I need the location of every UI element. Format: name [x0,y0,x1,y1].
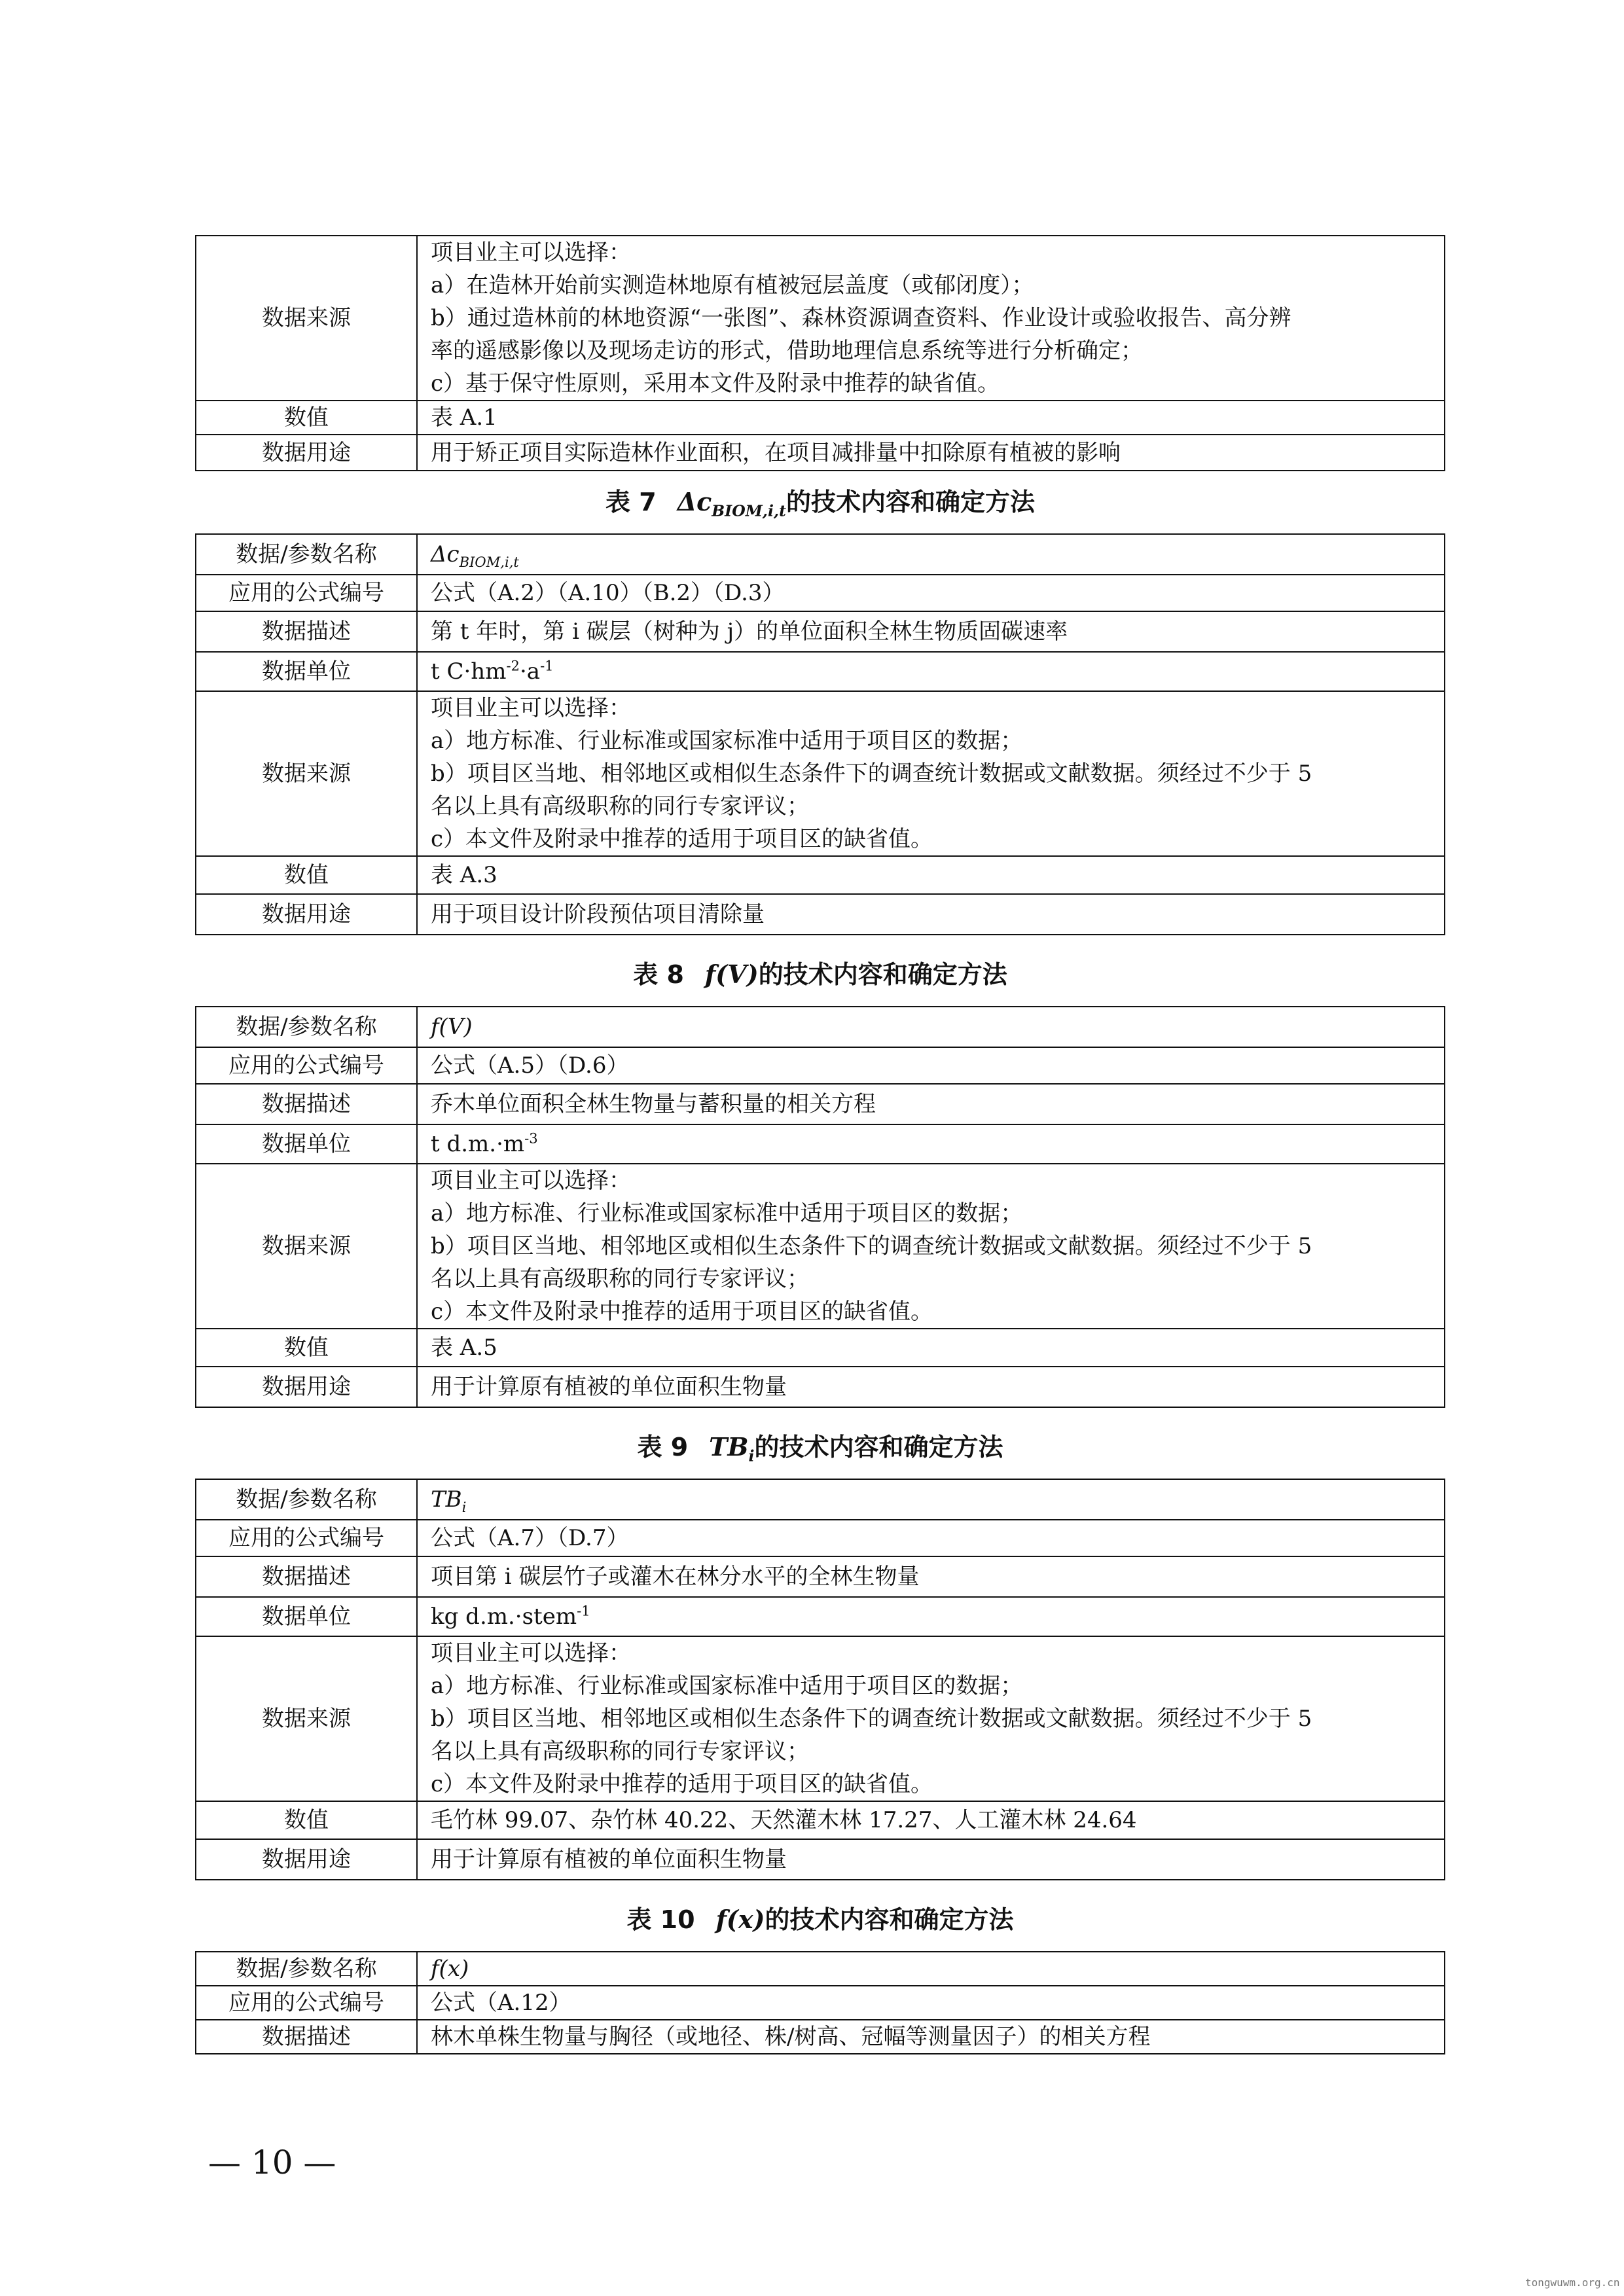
table-row [196,1084,1445,1124]
table-row [196,1597,1445,1636]
table-9-caption [195,1427,1445,1463]
row-label: 数据描述 [196,2020,417,2054]
row-value: 表 A.5 [417,1329,1445,1367]
row-value: $\Delta c_{BIOM,i,t}$ [417,534,1445,575]
row-label: 数据来源 [196,691,417,856]
row-value: $TB_i$ [417,1479,1445,1520]
table-row [196,1636,1445,1801]
table-row [196,652,1445,691]
table-7 [195,533,1445,935]
table-10-caption [195,1899,1445,1935]
row-label: 数值 [196,1329,417,1367]
table-row [196,1986,1445,2020]
table-10 [195,1951,1445,2054]
row-label: 数据单位 [196,652,417,691]
table-row [196,1367,1445,1407]
caption-text: 的技术内容和确定方法 [786,488,1036,516]
row-value: 项目业主可以选择： a）在造林开始前实测造林地原有植被冠层盖度（或郁闭度）； b）通过造林前的林地资源“一张图”、森林资源调查资料、作业设计或验收报告、高分辨 率的遥感影像以及现场走访的形式，借助地理信息系统等进行分析确定； c）基于保守性原则，采用本文件及附录中推荐的缺省值。 [417,236,1445,401]
caption-number: 表 10 [626,1905,695,1934]
caption-number: 表 8 [633,960,684,989]
caption-symbol: $TB_i$ [709,1432,755,1465]
table-row [196,1164,1445,1329]
table-row [196,1556,1445,1597]
table-row [196,575,1445,611]
row-label: 数据/参数名称 [196,1479,417,1520]
table-row [196,1839,1445,1880]
caption-text: 的技术内容和确定方法 [758,960,1007,989]
table-row [196,1801,1445,1839]
table-row [196,1479,1445,1520]
row-value: 表 A.1 [417,401,1445,435]
row-value: t $C\cdot hm^{-2}\cdot a^{-1}$ [417,652,1445,691]
row-value: 公式（A.7）（D.7） [417,1520,1445,1556]
row-label: 数据/参数名称 [196,1007,417,1047]
row-label: 数值 [196,856,417,894]
row-label: 数据单位 [196,1597,417,1636]
table-row [196,894,1445,935]
row-value: 乔木单位面积全林生物量与蓄积量的相关方程 [417,1084,1445,1124]
row-value: 用于矫正项目实际造林作业面积，在项目减排量中扣除原有植被的影响 [417,435,1445,471]
row-value: f(x) [417,1952,1445,1986]
table-6-continued [195,235,1445,471]
row-label: 数据用途 [196,1367,417,1407]
table-9 [195,1479,1445,1880]
row-label: 应用的公式编号 [196,1520,417,1556]
row-value: 项目业主可以选择： a）地方标准、行业标准或国家标准中适用于项目区的数据； b）项目区当地、相邻地区或相似生态条件下的调查统计数据或文献数据。须经过不少于 5 名以上具有高级职称的同行专家评议； c）本文件及附录中推荐的适用于项目区的缺省值。 [417,1636,1445,1801]
table-8-caption [195,954,1445,990]
table-row [196,1007,1445,1047]
table-row [196,611,1445,652]
row-value: 表 A.3 [417,856,1445,894]
caption-symbol: f(x) [715,1905,765,1934]
table-row [196,1520,1445,1556]
row-label: 数据用途 [196,894,417,935]
row-label: 数据来源 [196,1636,417,1801]
table-row [196,401,1445,435]
table-row [196,691,1445,856]
row-value: 公式（A.5）（D.6） [417,1047,1445,1084]
table-row [196,1329,1445,1367]
row-value: 项目业主可以选择： a）地方标准、行业标准或国家标准中适用于项目区的数据； b）项目区当地、相邻地区或相似生态条件下的调查统计数据或文献数据。须经过不少于 5 名以上具有高级职称的同行专家评议； c）本文件及附录中推荐的适用于项目区的缺省值。 [417,1164,1445,1329]
row-value: 第 t 年时，第 i 碳层（树种为 j）的单位面积全林生物质固碳速率 [417,611,1445,652]
row-label: 数据/参数名称 [196,534,417,575]
row-label: 数据用途 [196,1839,417,1880]
row-label: 数据来源 [196,236,417,401]
table-row [196,2020,1445,2054]
row-label: 应用的公式编号 [196,1986,417,2020]
row-value: 用于计算原有植被的单位面积生物量 [417,1367,1445,1407]
row-label: 数据描述 [196,1084,417,1124]
row-label: 应用的公式编号 [196,575,417,611]
row-label: 数据用途 [196,435,417,471]
row-value: 项目业主可以选择： a）地方标准、行业标准或国家标准中适用于项目区的数据； b）项目区当地、相邻地区或相似生态条件下的调查统计数据或文献数据。须经过不少于 5 名以上具有高级职称的同行专家评议； c）本文件及附录中推荐的适用于项目区的缺省值。 [417,691,1445,856]
row-value: 公式（A.12） [417,1986,1445,2020]
table-8 [195,1006,1445,1408]
row-label: 数据/参数名称 [196,1952,417,1986]
table-row [196,534,1445,575]
row-value: 项目第 i 碳层竹子或灌木在林分水平的全林生物量 [417,1556,1445,1597]
table-7-caption [195,482,1445,518]
row-label: 数据来源 [196,1164,417,1329]
row-label: 数值 [196,1801,417,1839]
row-label: 应用的公式编号 [196,1047,417,1084]
caption-text: 的技术内容和确定方法 [754,1433,1003,1462]
table-row [196,435,1445,471]
page-number: — 10 — [208,2144,336,2181]
table-row [196,236,1445,401]
watermark: tongwuwm.org.cn [1525,2276,1620,2289]
row-value: 用于项目设计阶段预估项目清除量 [417,894,1445,935]
row-value: 林木单株生物量与胸径（或地径、株/树高、冠幅等测量因子）的相关方程 [417,2020,1445,2054]
table-row [196,1124,1445,1164]
caption-number: 表 9 [637,1433,689,1462]
row-label: 数据单位 [196,1124,417,1164]
row-value: 用于计算原有植被的单位面积生物量 [417,1839,1445,1880]
caption-text: 的技术内容和确定方法 [765,1905,1014,1934]
row-value: f(V) [417,1007,1445,1047]
caption-symbol: $\Delta c_{BIOM,i,t}$ [677,487,786,520]
row-value: t $d.m.\cdot m^{-3}$ [417,1124,1445,1164]
row-label: 数据描述 [196,611,417,652]
table-row [196,1047,1445,1084]
table-row [196,1952,1445,1986]
row-value: kg d.m.·stem$^{-1}$ [417,1597,1445,1636]
table-row [196,856,1445,894]
row-value: 毛竹林 99.07、杂竹林 40.22、天然灌木林 17.27、人工灌木林 24.64 [417,1801,1445,1839]
row-label: 数据描述 [196,1556,417,1597]
caption-symbol: f(V) [704,960,759,989]
caption-number: 表 7 [605,488,657,516]
row-value: 公式（A.2）（A.10）（B.2）（D.3） [417,575,1445,611]
row-label: 数值 [196,401,417,435]
